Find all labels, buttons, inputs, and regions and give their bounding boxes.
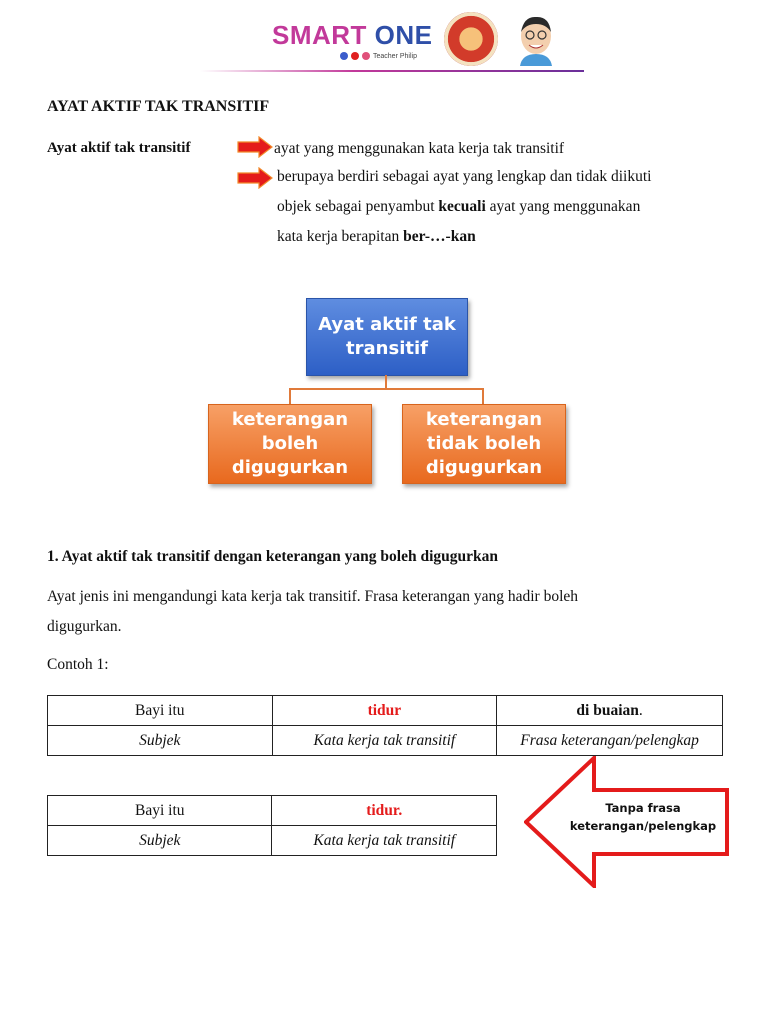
facebook-icon: [340, 52, 348, 60]
table-cell: [497, 696, 723, 726]
table-cell: Bayi itu: [48, 696, 273, 726]
section-heading: 1. Ayat aktif tak transitif dengan keterangan yang boleh digugurkan: [47, 548, 498, 565]
diagram-left-label: keterangan boleh digugurkan: [231, 409, 349, 478]
youtube-icon: [351, 52, 359, 60]
definition-line-4: [277, 228, 476, 246]
definition-line-2: berupaya berdiri sebagai ayat yang lengkap dan tidak diikuti: [277, 168, 652, 185]
example-table-2: [47, 795, 497, 856]
definition-line-4-text: kata kerja berapitan: [277, 228, 404, 245]
table-cell: Subjek: [48, 726, 273, 756]
table-cell-verb: tidur.: [272, 796, 497, 826]
diagram-connector: [482, 388, 484, 404]
table-row: [48, 696, 723, 726]
teacher-avatar-icon: [512, 12, 560, 66]
arrow-right-icon: [237, 167, 273, 189]
diagram-right-node: [402, 404, 566, 484]
header-divider: [200, 70, 584, 72]
section-paragraph-line-1: Ayat jenis ini mengandungi kata kerja tak transitif. Frasa keterangan yang hadir boleh: [47, 588, 579, 605]
social-text: Teacher Philip: [373, 52, 417, 60]
table-cell: Kata kerja tak transitif: [272, 726, 497, 756]
table-row: [48, 796, 497, 826]
table-row: [48, 726, 723, 756]
diagram-connector: [289, 388, 484, 390]
diagram-right-label: keterangan tidak boleh digugurkan: [425, 409, 543, 478]
example-table-1: [47, 695, 723, 756]
definition-line-1: ayat yang menggunakan kata kerja tak transitif: [274, 140, 565, 157]
callout-text: [568, 799, 718, 835]
table-cell-text: di buaian: [576, 701, 639, 719]
affix-ber-kan: ber-…-kan: [403, 228, 476, 245]
table-cell: Frasa keterangan/pelengkap: [497, 726, 723, 756]
brand-smart: SMART: [272, 20, 367, 50]
diagram-left-node: [208, 404, 372, 484]
callout-line-1: Tanpa frasa: [605, 801, 681, 815]
definition-line-3-text: objek sebagai penyambut: [277, 198, 439, 215]
definition-line-3-tail: ayat yang menggunakan: [485, 198, 641, 215]
arrow-right-icon: [237, 136, 273, 158]
table-cell-period: .: [638, 701, 643, 719]
diagram-root-node: [306, 298, 468, 376]
callout-line-2: keterangan/pelengkap: [569, 819, 717, 833]
instagram-icon: [362, 52, 370, 60]
keyword-kecuali: kecuali: [438, 198, 486, 215]
table-cell: Subjek: [48, 826, 272, 856]
brand-one: ONE: [374, 20, 433, 50]
example-label: Contoh 1:: [47, 656, 109, 673]
header-banner: [200, 8, 584, 74]
table-cell: Kata kerja tak transitif: [272, 826, 497, 856]
diagram-root-label: Ayat aktif tak transitif: [318, 314, 456, 359]
definition-line-3: [277, 198, 640, 216]
brand-logo: [272, 20, 433, 51]
table-cell: Bayi itu: [48, 796, 272, 826]
table-row: [48, 826, 497, 856]
definition-label: Ayat aktif tak transitif: [47, 140, 191, 156]
diagram-connector: [289, 388, 291, 404]
section-paragraph-line-2: digugurkan.: [47, 618, 122, 635]
page-title: AYAT AKTIF TAK TRANSITIF: [47, 98, 270, 115]
table-cell-verb: tidur: [272, 696, 497, 726]
diagram-connector: [385, 375, 387, 389]
seal-logo-icon: [444, 12, 498, 66]
social-links: [340, 52, 417, 60]
